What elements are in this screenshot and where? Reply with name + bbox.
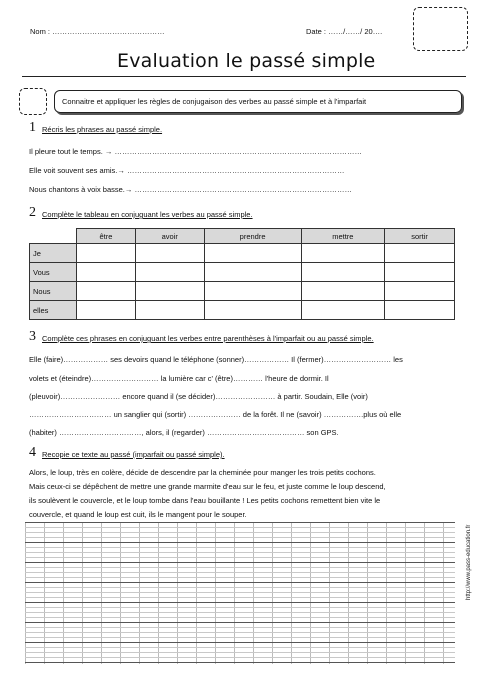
answer-cell[interactable] [301,282,384,301]
grid-horizontal-line [25,532,455,533]
answer-cell[interactable] [204,282,301,301]
grid-horizontal-line [25,602,455,603]
objective-box [54,90,462,113]
grid-horizontal-line [25,562,455,563]
answer-cell[interactable] [301,244,384,263]
answer-cell[interactable] [385,301,455,320]
section-1-line-2: Elle voit souvent ses amis.→ …………………………………………………………………………… [29,166,345,175]
title-divider [22,76,466,77]
row-pronoun-nous: Nous [30,282,77,301]
page-title: Evaluation le passé simple [117,50,376,72]
answer-cell[interactable] [135,263,204,282]
grid-horizontal-line [25,612,455,613]
grid-horizontal-line [25,572,455,573]
grid-horizontal-line [25,632,455,633]
writing-area[interactable] [25,522,455,664]
table-row [30,301,455,320]
answer-cell[interactable] [204,244,301,263]
answer-cell[interactable] [301,263,384,282]
answer-cell[interactable] [77,301,136,320]
answer-cell[interactable] [77,263,136,282]
grid-horizontal-line [25,657,455,658]
answer-cell[interactable] [385,282,455,301]
section-4-line-4: couvercle, et quand le loup est cuit, ils le mangent pour le souper. [29,510,247,519]
section-3-line-1: Elle (faire)……………… ses devoirs quand le téléphone (sonner)……………… Il (fermer)……………………… les [29,355,403,364]
section-2-number: 2 [29,205,36,220]
grade-box [413,7,468,51]
grid-horizontal-line [25,537,455,538]
website-side-text: http://www.pass-education.fr [466,524,472,600]
grid-horizontal-line [25,597,455,598]
answer-cell[interactable] [204,301,301,320]
answer-cell[interactable] [135,301,204,320]
section-4-line-2: Mais ceux-ci se dépêchent de mettre une grande marmite d'eau sur le feu, et juste comme le loup descend, [29,482,386,491]
answer-cell[interactable] [385,263,455,282]
column-header-sortir: sortir [385,229,455,244]
objective-check-box [19,88,47,115]
table-corner-cell [30,229,77,244]
section-4-line-3: ils soulèvent le couvercle, et le loup tombe dans l'eau bouillante ! Les petits cochons remettent bien vite le [29,496,381,505]
answer-cell[interactable] [135,282,204,301]
section-3-line-2: volets et (éteindre)……………………… la lumière car c' (être)………… l'heure de dormir. Il [29,374,329,383]
section-1-line-3: Nous chantons à voix basse.→ …………………………………………………………………………… [29,185,352,194]
section-3-line-5: (habiter) ……………………………, alors, il (regarder) ………………………………… son GPS. [29,428,339,437]
section-4-line-1: Alors, le loup, très en colère, décide de descendre par la cheminée pour manger les trois petits cochons. [29,468,376,477]
grid-horizontal-line [25,542,455,543]
date-field-label: Date : ……/……/ 20…. [306,27,383,36]
section-1-number: 1 [29,120,36,135]
section-4-title: Recopie ce texte au passé (imparfait ou passé simple). [42,450,225,459]
answer-cell[interactable] [301,301,384,320]
section-3-number: 3 [29,329,36,344]
section-3-line-4: …………………………… un sanglier qui (sortir) ………………… de la forêt. Il ne (savoir) …………….plus où elle [29,410,402,419]
grid-horizontal-line [25,647,455,648]
answer-cell[interactable] [385,244,455,263]
grid-horizontal-line [25,582,455,583]
objective-text: Connaitre et appliquer les règles de conjugaison des verbes au passé simple et à l'imparfait [62,97,367,106]
table-row [30,244,455,263]
conjugation-table [29,228,455,320]
section-1-title: Récris les phrases au passé simple. [42,125,163,134]
column-header-etre: être [77,229,136,244]
section-3-line-3: (pleuvoir)…………………… encore quand il (se décider)…………………… à partir. Soudain, Elle (voir) [29,392,368,401]
grid-horizontal-line [25,662,455,663]
grid-horizontal-line [25,552,455,553]
grid-horizontal-line [25,607,455,608]
column-header-mettre: mettre [301,229,384,244]
table-row [30,263,455,282]
column-header-avoir: avoir [135,229,204,244]
grid-horizontal-line [25,587,455,588]
grid-horizontal-line [25,622,455,623]
grid-horizontal-line [25,577,455,578]
section-4-number: 4 [29,445,36,460]
answer-cell[interactable] [204,263,301,282]
grid-horizontal-line [25,557,455,558]
section-3-title: Complète ces phrases en conjuguant les verbes entre parenthèses à l'imparfait ou au passé simple. [42,334,374,343]
name-field-label: Nom : ……………………………………… [30,27,165,36]
answer-cell[interactable] [135,244,204,263]
grid-horizontal-line [25,617,455,618]
grid-horizontal-line [25,652,455,653]
row-pronoun-elles: elles [30,301,77,320]
table-row [30,282,455,301]
answer-cell[interactable] [77,244,136,263]
grid-horizontal-line [25,522,455,523]
grid-horizontal-line [25,567,455,568]
grid-horizontal-line [25,637,455,638]
grid-horizontal-line [25,642,455,643]
column-header-prendre: prendre [204,229,301,244]
grid-horizontal-line [25,547,455,548]
table-header-row [30,229,455,244]
grid-horizontal-line [25,592,455,593]
row-pronoun-je: Je [30,244,77,263]
answer-cell[interactable] [77,282,136,301]
section-2-title: Complète le tableau en conjuguant les verbes au passé simple. [42,210,253,219]
grid-horizontal-line [25,527,455,528]
section-1-line-1: Il pleure tout le temps. → ……………………………………………………………………………………… [29,147,362,156]
grid-horizontal-line [25,627,455,628]
row-pronoun-vous: Vous [30,263,77,282]
